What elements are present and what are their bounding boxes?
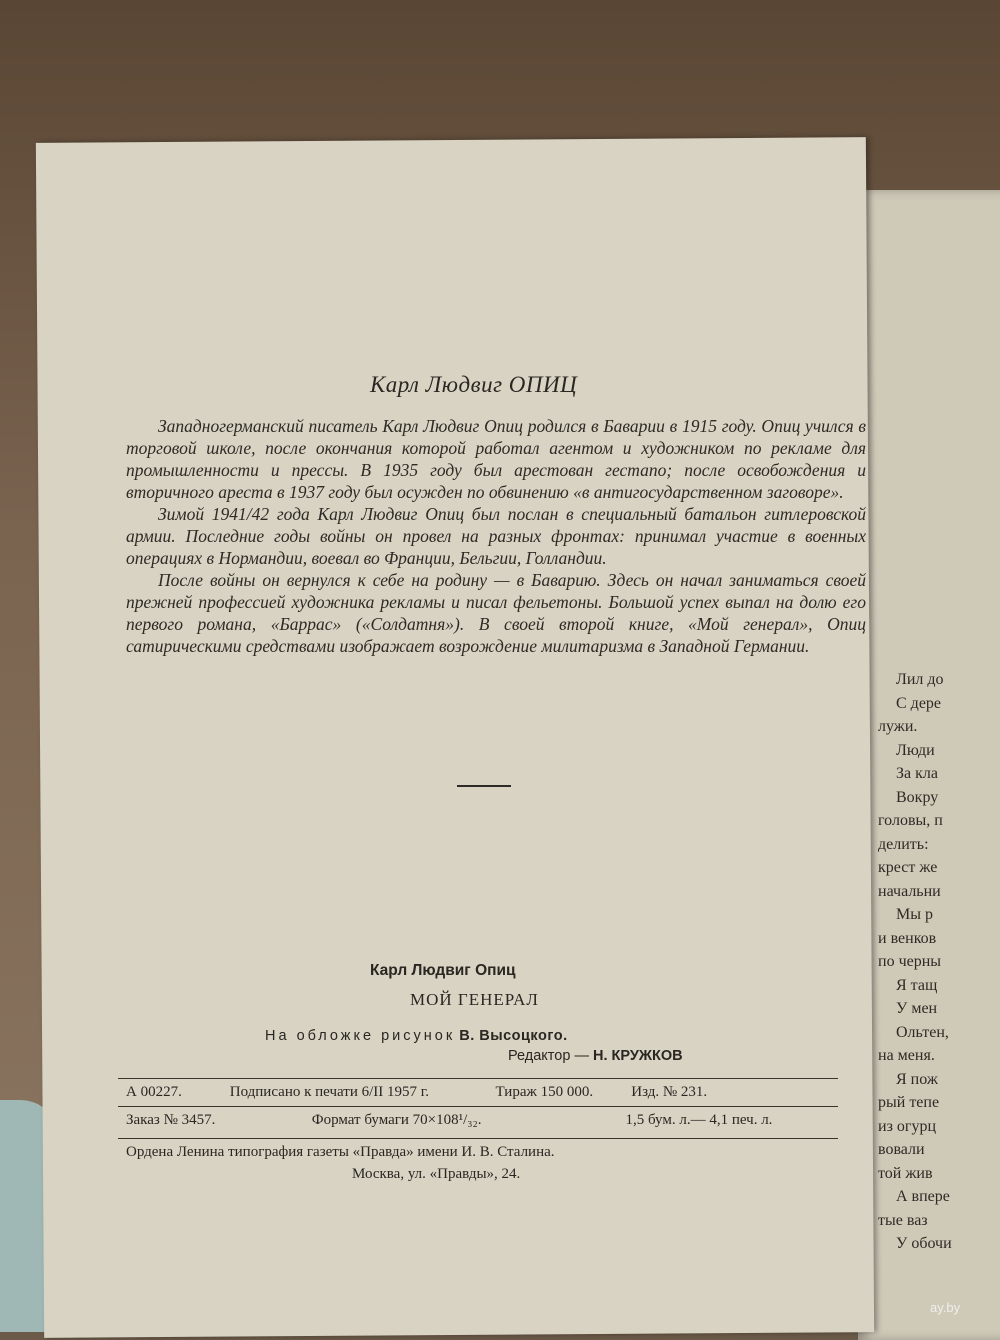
editor-name: Н. КРУЖКОВ — [592, 1048, 683, 1064]
watermark: ay.by — [930, 1300, 961, 1315]
right-page-line: по черны — [878, 953, 942, 970]
right-page-line: Я тащ — [896, 976, 938, 994]
imprint-rule-mid — [118, 1106, 838, 1107]
right-page-line: вовали — [878, 1141, 925, 1158]
imprint-sheets: 1,5 бум. л.— 4,1 печ. л. — [625, 1112, 773, 1128]
imprint-edition: Изд. № 231. — [631, 1084, 708, 1100]
right-page-line: А впере — [896, 1188, 950, 1205]
right-page-line: Люди — [896, 741, 935, 759]
imprint-format: Формат бумаги 70×108¹/₃₂. — [311, 1112, 482, 1128]
imprint-line-2 — [126, 1112, 772, 1129]
right-page-line: делить: — [878, 835, 929, 853]
author-heading: Карл Людвиг ОПИЦ — [370, 372, 578, 397]
bio-paragraph: Зимой 1941/42 года Карл Людвиг Опиц был послан в специальный батальон гитлеровской армии. Последние годы войны он провел на разных фронтах: принимал участие в военных операциях в Нормандии, воевал во Франции, Бельгии, Голландии. — [126, 504, 866, 568]
imprint-line-1 — [126, 1084, 707, 1101]
right-page-line: С дере — [896, 694, 942, 712]
printer-line-2: Москва, ул. «Правды», 24. — [352, 1166, 521, 1182]
imprint-code: А 00227. — [126, 1084, 182, 1100]
biography — [126, 415, 866, 657]
printer-line-1: Ордена Ленина типография газеты «Правда» имени И. В. Сталина. — [126, 1144, 555, 1160]
right-page-line: У обочи — [896, 1235, 952, 1252]
right-page-line: и венков — [878, 929, 937, 947]
imprint-signed: Подписано к печати 6/II 1957 г. — [229, 1084, 429, 1100]
right-page-line: Ольтен, — [896, 1023, 949, 1041]
right-page-line: Я пож — [896, 1070, 938, 1088]
imprint-rule-bottom — [118, 1138, 838, 1139]
right-page-line: За кла — [896, 765, 938, 782]
right-page-line: Вокру — [896, 788, 939, 806]
right-page-line: начальни — [878, 882, 941, 900]
right-page-line: рый тепе — [878, 1094, 940, 1111]
right-page-text — [878, 668, 1000, 1256]
bio-paragraph: Западногерманский писатель Карл Людвиг Опиц родился в Баварии в 1915 году. Опиц учился в торговой школе, после окончания которой работал агентом и художником по рекламе для промышленности и прессы. В 1935 году был арестован гестапо; после освобождения и вторичного ареста в 1937 году был осужден по обвинению «в антигосударственном заговоре». — [126, 416, 866, 502]
right-page-line: Лил до — [896, 671, 944, 688]
right-page-line: на меня. — [878, 1047, 935, 1064]
imprint-rule-top — [118, 1078, 838, 1079]
section-divider — [457, 785, 511, 787]
editor-line — [508, 1048, 683, 1064]
cover-note-prefix: На обложке рисунок — [265, 1028, 456, 1044]
right-page-line: лужи. — [878, 718, 918, 735]
right-page — [858, 190, 1000, 1340]
right-page-line: из огурц — [878, 1117, 937, 1135]
right-page-line: тые ваз — [878, 1211, 928, 1229]
right-page-line: Мы р — [896, 906, 933, 923]
right-page-line: У мен — [896, 1000, 938, 1017]
colophon-author: Карл Людвиг Опиц — [370, 962, 516, 979]
cover-artist: В. Высоцкого. — [459, 1028, 568, 1044]
right-page-line: той жив — [878, 1164, 933, 1182]
imprint-order: Заказ № 3457. — [126, 1112, 216, 1128]
editor-label: Редактор — — [508, 1048, 589, 1064]
colophon-title: МОЙ ГЕНЕРАЛ — [410, 990, 539, 1009]
bio-paragraph: После войны он вернулся к себе на родину — в Баварию. Здесь он начал заниматься своей прежней профессией художника рекламы и писал фельетоны. Большой успех выпал на долю его первого романа, «Баррас» («Солдатня»). В своей второй книге, «Мой генерал», Опиц сатирическими средствами изображает возрождение милитаризма в Западной Германии. — [126, 570, 866, 656]
right-page-line: головы, п — [878, 812, 943, 829]
imprint-print-run: Тираж 150 000. — [495, 1084, 594, 1100]
cover-note — [265, 1028, 568, 1044]
right-page-line: крест же — [878, 859, 938, 876]
